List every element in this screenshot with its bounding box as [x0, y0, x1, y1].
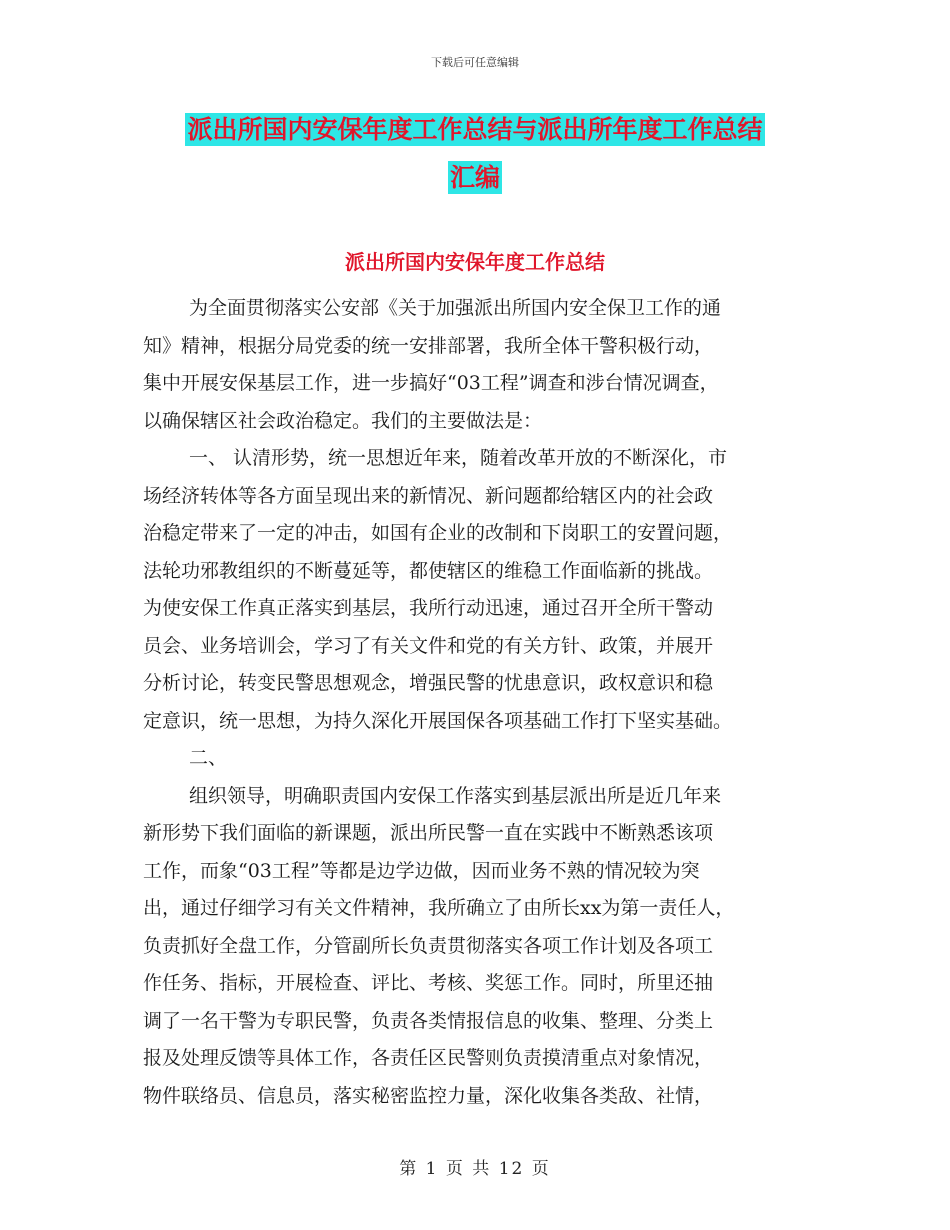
body-line: 负责抓好全盘工作，分管副所长负责贯彻落实各项工作计划及各项工 — [143, 934, 714, 957]
body-line: 治稳定带来了一定的冲击，如国有企业的改制和下岗职工的安置问题， — [143, 522, 733, 544]
body-line: 定意识，统一思想，为持久深化开展国保各项基础工作打下坚实基础。 — [143, 709, 733, 732]
body-line: 法轮功邪教组织的不断蔓延等，都使辖区的维稳工作面临新的挑战。 — [143, 559, 714, 582]
body-line: 二、 — [189, 747, 228, 769]
body-line: 调了一名干警为专职民警，负责各类情报信息的收集、整理、分类上 — [143, 1009, 714, 1032]
page-number: 第 1 页 共 12 页 — [399, 1159, 551, 1179]
body-line: 知》精神，根据分局党委的统一安排部署，我所全体干警积极行动， — [143, 334, 714, 357]
body-line: 分析讨论，转变民警思想观念，增强民警的忧患意识，政权意识和稳 — [143, 672, 714, 694]
body-line: 出，通过仔细学习有关文件精神，我所确立了由所长xx为第一责任人， — [143, 897, 735, 919]
body-text — [143, 290, 811, 1115]
document-title — [145, 106, 805, 202]
body-line: 以确保辖区社会政治稳定。我们的主要做法是： — [143, 409, 543, 432]
body-line: 组织领导，明确职责国内安保工作落实到基层派出所是近几年来 — [189, 784, 722, 807]
header-note: 下载后可任意编辑 — [431, 56, 519, 69]
body-line: 为使安保工作真正落实到基层，我所行动迅速，通过召开全所干警动 — [143, 597, 714, 619]
body-line: 一、 认清形势，统一思想近年来，随着改革开放的不断深化，市 — [189, 447, 728, 469]
body-line: 工作，而象“03工程”等都是边学边做，因而业务不熟的情况较为突 — [143, 859, 700, 882]
body-line: 报及处理反馈等具体工作，各责任区民警则负责摸清重点对象情况， — [143, 1047, 714, 1069]
document-title-line2: 汇编 — [449, 163, 500, 192]
document-title-line1: 派出所国内安保年度工作总结与派出所年度工作总结 — [187, 115, 763, 144]
section-title: 派出所国内安保年度工作总结 — [345, 250, 605, 274]
body-line: 场经济转体等各方面呈现出来的新情况、新问题都给辖区内的社会政 — [143, 484, 714, 507]
body-line: 作任务、指标，开展检查、评比、考核、奖惩工作。同时，所里还抽 — [143, 972, 714, 994]
body-line: 集中开展安保基层工作，进一步搞好“03工程”调查和涉台情况调查， — [143, 372, 719, 394]
body-line: 为全面贯彻落实公安部《关于加强派出所国内安全保卫工作的通 — [189, 297, 722, 319]
body-line: 新形势下我们面临的新课题，派出所民警一直在实践中不断熟悉该项 — [143, 822, 714, 844]
body-line: 员会、业务培训会，学习了有关文件和党的有关方针、政策，并展开 — [143, 634, 714, 657]
body-line: 物件联络员、信息员，落实秘密监控力量，深化收集各类敌、社情， — [143, 1084, 714, 1107]
